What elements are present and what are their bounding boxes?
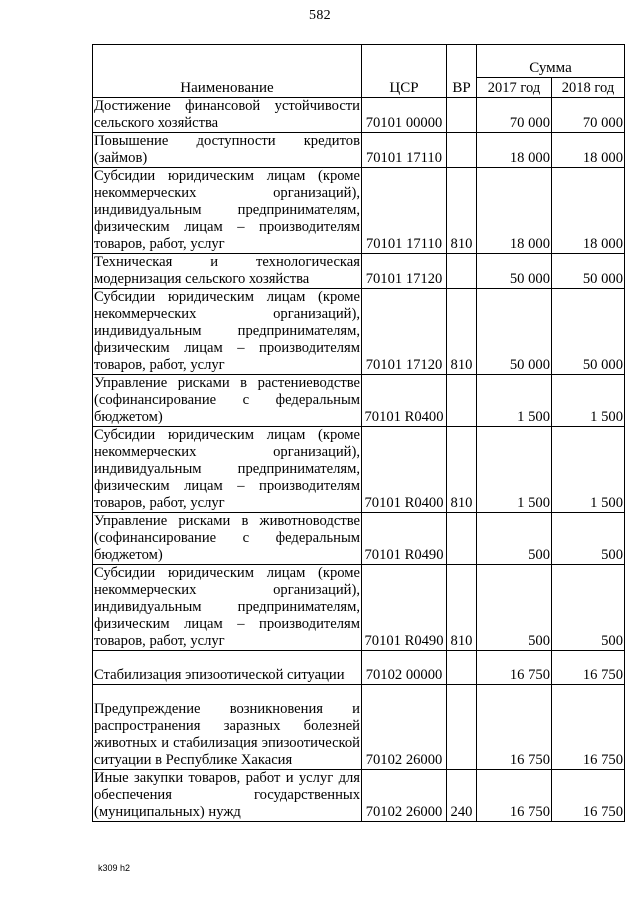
row-2017-cell: 50 000	[477, 254, 552, 289]
table-row	[93, 254, 625, 289]
row-name-cell: Управление рисками в животноводстве (софинансирование с федеральным бюджетом)	[94, 513, 360, 563]
row-name-cell: Субсидии юридическим лицам (кроме некоммерческих организаций), индивидуальным предпринимателям, физическим лицам – производителям товаров, работ, услуг	[94, 168, 360, 252]
row-vr-cell	[447, 254, 477, 289]
header-year-2017: 2017 год	[477, 78, 552, 98]
row-2018-cell: 500	[552, 565, 625, 651]
row-2017-cell: 16 750	[477, 651, 552, 685]
row-2017-cell: 500	[477, 513, 552, 565]
table-row	[93, 685, 625, 770]
table-row	[93, 565, 625, 651]
row-vr-cell	[447, 133, 477, 168]
row-2017-cell: 18 000	[477, 133, 552, 168]
header-year-2018: 2018 год	[552, 78, 625, 98]
table-row	[93, 427, 625, 513]
row-vr-cell	[447, 375, 477, 427]
row-csr-cell: 70101 17110	[362, 168, 447, 254]
row-2018-cell: 70 000	[552, 98, 625, 133]
row-csr-cell: 70101 17110	[362, 133, 447, 168]
table-row	[93, 513, 625, 565]
row-2017-cell: 18 000	[477, 168, 552, 254]
row-csr-cell: 70101 R0400	[362, 427, 447, 513]
row-name-cell: Управление рисками в растениеводстве (софинансирование с федеральным бюджетом)	[94, 375, 360, 425]
row-vr-cell	[447, 513, 477, 565]
row-csr-cell: 70101 R0490	[362, 565, 447, 651]
row-csr-cell: 70101 17120	[362, 289, 447, 375]
row-2018-cell: 16 750	[552, 651, 625, 685]
row-vr-cell: 240	[447, 770, 477, 822]
row-2018-cell: 1 500	[552, 427, 625, 513]
row-vr-cell	[447, 651, 477, 685]
row-csr-cell: 70101 R0490	[362, 513, 447, 565]
row-2017-cell: 1 500	[477, 375, 552, 427]
row-2018-cell: 18 000	[552, 133, 625, 168]
table-row	[93, 651, 625, 685]
row-2017-cell: 16 750	[477, 770, 552, 822]
row-name-cell: Иные закупки товаров, работ и услуг для обеспечения государственных (муниципальных) нужд	[94, 770, 360, 820]
table-body	[93, 98, 625, 822]
table-row	[93, 770, 625, 822]
row-vr-cell: 810	[447, 289, 477, 375]
row-csr-cell: 70102 26000	[362, 770, 447, 822]
row-name-cell: Повышение доступности кредитов (займов)	[94, 133, 360, 166]
footer-code: k309 h2	[98, 863, 131, 873]
row-name-cell: Предупреждение возникновения и распространения заразных болезней животных и стабилизация эпизоотической ситуации в Республике Хакасия	[93, 685, 362, 770]
row-vr-cell	[447, 98, 477, 133]
row-2018-cell: 500	[552, 513, 625, 565]
row-name-cell: Стабилизация эпизоотической ситуации	[93, 651, 362, 685]
row-2017-cell: 1 500	[477, 427, 552, 513]
table-row	[93, 98, 625, 133]
row-vr-cell: 810	[447, 427, 477, 513]
row-name-cell: Достижение финансовой устойчивости сельского хозяйства	[94, 98, 360, 131]
row-2018-cell: 16 750	[552, 685, 625, 770]
row-vr-cell: 810	[447, 168, 477, 254]
row-name-cell: Субсидии юридическим лицам (кроме некоммерческих организаций), индивидуальным предпринимателям, физическим лицам – производителям товаров, работ, услуг	[94, 565, 360, 649]
row-2018-cell: 16 750	[552, 770, 625, 822]
row-2017-cell: 16 750	[477, 685, 552, 770]
row-name-cell: Субсидии юридическим лицам (кроме некоммерческих организаций), индивидуальным предпринимателям, физическим лицам – производителям товаров, работ, услуг	[94, 427, 360, 511]
row-2018-cell: 50 000	[552, 254, 625, 289]
row-2017-cell: 50 000	[477, 289, 552, 375]
row-2017-cell: 500	[477, 565, 552, 651]
header-row	[93, 45, 625, 78]
row-vr-cell: 810	[447, 565, 477, 651]
header-vr: ВР	[447, 45, 477, 98]
row-name-cell: Техническая и технологическая модернизация сельского хозяйства	[94, 254, 360, 287]
header-sum: Сумма	[477, 45, 625, 78]
row-csr-cell: 70101 00000	[362, 98, 447, 133]
row-2018-cell: 1 500	[552, 375, 625, 427]
row-2018-cell: 50 000	[552, 289, 625, 375]
table-row	[93, 133, 625, 168]
table-row	[93, 375, 625, 427]
row-name-cell: Субсидии юридическим лицам (кроме некоммерческих организаций), индивидуальным предпринимателям, физическим лицам – производителям товаров, работ, услуг	[94, 289, 360, 373]
table-row	[93, 168, 625, 254]
budget-table	[92, 44, 625, 822]
page-number: 582	[309, 8, 331, 23]
table-row	[93, 289, 625, 375]
row-2017-cell: 70 000	[477, 98, 552, 133]
row-vr-cell	[447, 685, 477, 770]
row-csr-cell: 70101 17120	[362, 254, 447, 289]
row-csr-cell: 70102 26000	[362, 685, 447, 770]
row-csr-cell: 70102 00000	[362, 651, 447, 685]
header-name: Наименование	[93, 45, 362, 98]
row-csr-cell: 70101 R0400	[362, 375, 447, 427]
header-csr: ЦСР	[362, 45, 447, 98]
row-2018-cell: 18 000	[552, 168, 625, 254]
